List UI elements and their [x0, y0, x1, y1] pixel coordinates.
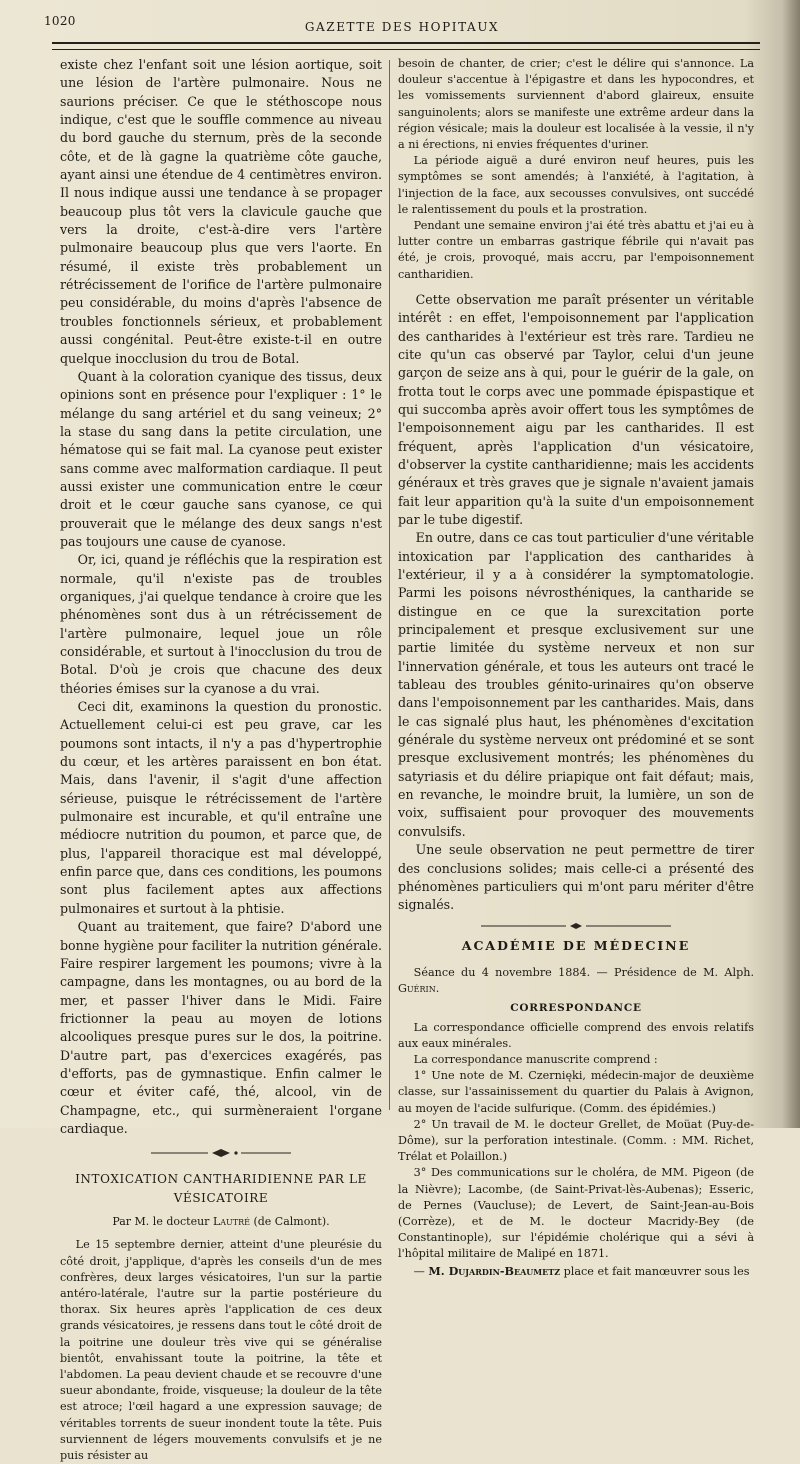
- byline-prefix: Par M. le docteur: [112, 1214, 213, 1228]
- ornament-divider-icon: [476, 921, 676, 931]
- paragraph: Une seule observation ne peut permettre de tirer des conclusions solides; mais celle-ci a présenté des phénomènes particuliers qui m'ont paru mériter d'être signalés.: [398, 842, 754, 913]
- paragraph: Quant au traitement, que faire? D'abord une bonne hygiène pour faciliter la nutrition générale. Faire respirer largement les poumons; vivre à la campagne, dans les montagnes, ou au bord de la mer, et passer l'hiver dans le Midi. Faire frictionner la peau au moyen de lotions alcooliques presque pures sur le dos, la poitrine. D'autre part, pas d'exercices exagérés, pas d'efforts, pas de gymnastique. Enfin calmer le cœur et éviter café, thé, alcool, vin de Champagne, etc., qui surmèneraient l'organe cardiaque.: [60, 919, 382, 1136]
- byline: [60, 1213, 382, 1231]
- page-header: [44, 14, 760, 44]
- academy-title: ACADÉMIE DE MÉDECINE: [461, 937, 691, 953]
- paragraph: La période aiguë a duré environ neuf heures, puis les symptômes se sont amendés; à l'anxiété, à l'agitation, à l'injection de la face, aux secousses convulsives, ont succédé le ralentissement du pouls et la prostration.: [398, 154, 754, 216]
- paragraph: Ceci dit, examinons la question du pronostic. Actuellement celui-ci est peu grave, car les poumons sont intacts, il n'y a pas d'hypertrophie du cœur, et les artères paraissent en bon état. Mais, dans l'avenir, il s'agit d'une affection sérieuse, puisque le rétrécissement de l'artère pulmonaire est incurable, et qu'il entraîne une médiocre nutrition du poumon, et parce que, de plus, l'appareil thoracique est mal développé, enfin parce que, dans ces conditions, les poumons sont plus facilement aptes aux affections pulmonaires et surtout à la phtisie.: [60, 699, 382, 916]
- paragraph: existe chez l'enfant soit une lésion aortique, soit une lésion de l'artère pulmonaire. Nous ne saurions préciser. Ce que le stéthoscope nous indique, c'est que le souffle commence au niveau du bord gauche du sternum, près de la seconde côte, et de là gagne la quatrième côte gauche, ayant ainsi une étendue de 4 centimètres environ. Il nous indique aussi une tendance à se propager beaucoup plus tôt vers la clavicule gauche que vers la droite, c'est-à-dire vers l'artère pulmonaire beaucoup plus que vers l'aorte. En résumé, il existe très probablement un rétrécissement de l'orifice de l'artère pulmonaire peu considérable, du moins d'après l'absence de troubles fonctionnels sérieux, et probablement aussi congénital. Peut-être existe-t-il en outre quelque inocclusion du trou de Botal.: [60, 57, 382, 366]
- left-column: [60, 56, 382, 1464]
- speaker-name: M. Dujardin-Beaumetz: [428, 1263, 561, 1278]
- paragraph: La correspondance manuscrite comprend :: [413, 1053, 658, 1067]
- paragraph: Or, ici, quand je réfléchis que la respiration est normale, qu'il n'existe pas de troubles organiques, j'ai quelque tendance à croire que les phénomènes sont dus à un rétrécissement de l'artère pulmonaire, lequel joue un rôle considérable, et surtout à l'inocclusion du trou de Botal. D'où je crois que chacune des deux théories émises sur la cyanose a du vrai.: [60, 552, 382, 696]
- seance-suffix: .: [435, 982, 440, 996]
- right-column: [398, 56, 754, 1280]
- column-divider: [389, 60, 390, 1110]
- page-number: 1020: [44, 14, 76, 28]
- section-title: INTOXICATION CANTHARIDIENNE PAR LE VÉSICATOIRE: [75, 1172, 367, 1205]
- paragraph: En outre, dans ce cas tout particulier d'une véritable intoxication par l'application des cantharides à l'extérieur, il y a à considérer la symptomatologie. Parmi les poisons névrosthéniques, la cantharide se distingue en ce que la surexcitation porte principalement et presque exclusivement sur une partie limitée du système nerveux et non sur l'innervation générale, et tous les auteurs ont tracé le tableau des troubles génito-urinaires qu'on observe dans l'empoisonnement par les cantharides. Mais, dans le cas signalé plus haut, les phénomènes d'excitation générale du système nerveux ont prédominé et se sont presque exclusivement montrés; les phénomènes du satyriasis et du délire priapique ont fait défaut; mais, en revanche, le moindre bruit, la lumière, un son de voix, suffisaient pour provoquer des mouvements convulsifs.: [398, 530, 754, 839]
- paragraph: 2° Un travail de M. le docteur Grellet, de Moüat (Puy-de-Dôme), sur la perforation intestinale. (Comm. : MM. Richet, Trélat et Polaillon.): [398, 1117, 754, 1164]
- dash-prefix: —: [413, 1264, 429, 1278]
- paragraph: besoin de chanter, de crier; c'est le délire qui s'annonce. La douleur s'accentue à l'épigastre et dans les hypocondres, et les vomissements surviennent d'abord glaireux, ensuite sanguinolents; alors se manifeste une extrême ardeur dans la région vésicale; mais la douleur est localisée à la vessie, il n'y a ni érections, ni envies fréquentes d'uriner.: [398, 57, 754, 152]
- paragraph: Le 15 septembre dernier, atteint d'une pleurésie du côté droit, j'applique, d'après les conseils d'un de mes confrères, deux larges vésicatoires, l'un sur la partie antéro-latérale, l'autre sur la partie postérieure du thorax. Six heures après l'application de ces deux grands vésicatoires, je ressens dans tout le côté droit de la poitrine une douleur très vive qui se généralise bientôt, envahissant toute la poitrine, la tête et l'abdomen. La peau devient chaude et se recouvre d'une sueur abondante, froide, visqueuse; la douleur de la tête est atroce; l'œil hagard a une expression sauvage; de véritables torrents de sueur inondent toute la tête. Puis surviennent de légers mouvements convulsifs et je ne puis résister au: [60, 1238, 382, 1462]
- seance-line: [398, 965, 754, 997]
- paragraph: [398, 1263, 754, 1280]
- byline-suffix: (de Calmont).: [249, 1214, 330, 1228]
- seance-prefix: Séance du 4 novembre 1884. — Présidence de M. Alph.: [413, 965, 754, 979]
- seance-president: Guérin: [398, 982, 436, 996]
- paragraph: Quant à la coloration cyanique des tissus, deux opinions sont en présence pour l'expliquer : 1° le mélange du sang artériel et du sang veineux; 2° la stase du sang dans la petite circulation, une hématose qui se fait mal. La cyanose peut exister sans comme avec malformation cardiaque. Il peut aussi exister une communication entre le cœur droit et le cœur gauche sans cyanose, ce qui prouverait que le mélange des deux sangs n'est pas toujours une cause de cyanose.: [60, 368, 382, 549]
- journal-title: GAZETTE DES HOPITAUX: [304, 20, 500, 34]
- ornament-divider-icon: [146, 1148, 296, 1158]
- paragraph: Cette observation me paraît présenter un véritable intérêt : en effet, l'empoisonnement par l'application des cantharides à l'extérieur est très rare. Tardieu ne cite qu'un cas observé par Taylor, celui d'un jeune garçon de seize ans à qui, pour le guérir de la gale, on frotta tout le corps avec une pommade épispastique et qui succomba après avoir offert tous les symptômes de l'empoisonnement aigu par les cantharides. Il est fréquent, après l'application d'un vésicatoire, d'observer la cystite cantharidienne; mais les accidents généraux et très graves que je signale n'avaient jamais fait leur apparition qu'à la suite d'un empoisonnement par le tube digestif.: [398, 291, 754, 527]
- paragraph: 1° Une note de M. Czernięki, médecin-major de deuxième classe, sur l'assainissement du quartier du Palais à Avignon, au moyen de l'acide sulfurique. (Comm. des épidémies.): [398, 1069, 754, 1115]
- speaker-text: place et fait manœuvrer sous les: [560, 1264, 750, 1278]
- header-rule: [52, 42, 760, 50]
- correspondance-title: CORRESPONDANCE: [510, 1002, 642, 1015]
- page-edge-shadow: [782, 0, 800, 1128]
- paragraph: La correspondance officielle comprend des envois relatifs aux eaux minérales.: [398, 1020, 754, 1050]
- paragraph: Pendant une semaine environ j'ai été très abattu et j'ai eu à lutter contre un embarras gastrique fébrile qui n'avait pas été, je crois, provoqué, mais accru, par l'empoisonnement cantharidien.: [398, 219, 754, 281]
- byline-author: Lautré: [212, 1214, 250, 1228]
- paragraph: 3° Des communications sur le choléra, de MM. Pigeon (de la Nièvre); Lacombe, (de Saint-Privat-lès-Aubenas); Esseric, de Pernes (Vaucluse); de Levert, de Saint-Jean-au-Bois (Corrèze), et de M. le docteur Macridy-Bey (de Constantinople), sur l'épidémie cholérique qui a sévi à l'hôpital militaire de Malipé en 1871.: [398, 1166, 754, 1261]
